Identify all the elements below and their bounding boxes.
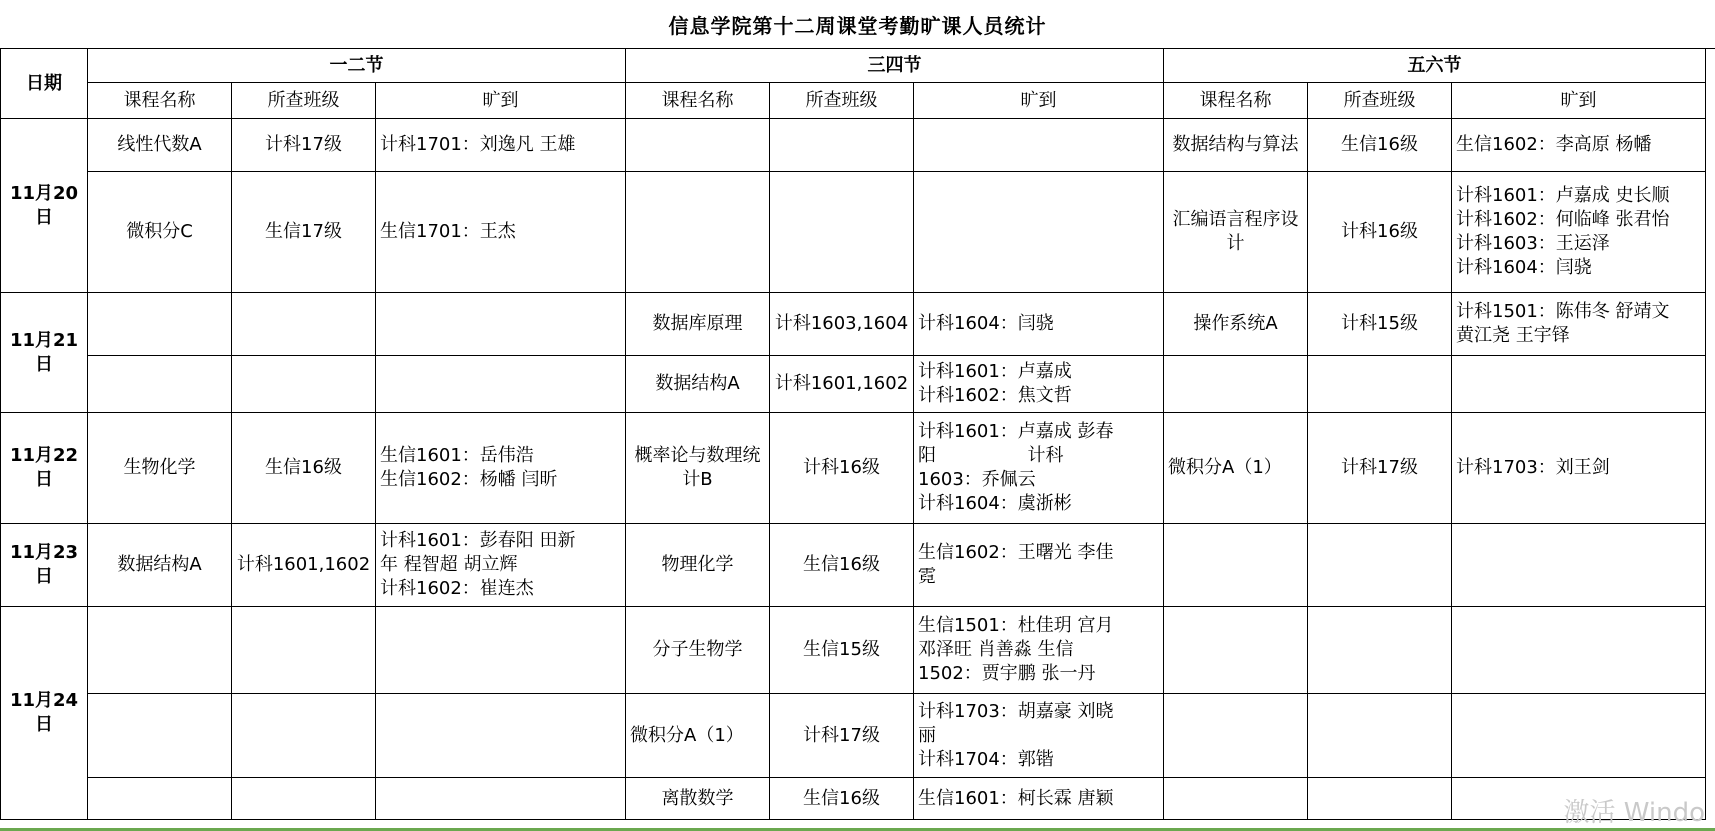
absent-cell — [914, 524, 1164, 607]
empty-cell — [1452, 694, 1706, 778]
class-cell: 生信16级 — [1308, 119, 1452, 172]
empty-cell — [770, 119, 914, 172]
empty-cell — [1452, 524, 1706, 607]
empty-cell — [1308, 694, 1452, 778]
course-cell: 生物化学 — [88, 413, 232, 524]
absent-cell — [376, 524, 626, 607]
absent-line: 生信1602：李高原 杨幡 — [1456, 134, 1652, 155]
absent-line: 生信1602：王曙光 李佳 — [918, 542, 1114, 563]
empty-cell — [88, 607, 232, 694]
absent-cell — [914, 607, 1164, 694]
course-cell: 概率论与数理统计B — [626, 413, 770, 524]
course-cell: 数据结构A — [626, 356, 770, 413]
table-row — [1, 607, 1706, 694]
empty-cell — [376, 694, 626, 778]
absent-line: 丽 — [918, 724, 936, 746]
course-cell: 数据结构与算法 — [1164, 119, 1308, 172]
course-cell: 物理化学 — [626, 524, 770, 607]
absent-line: 年 程智超 胡立辉 — [380, 554, 518, 575]
col-class-1: 所查班级 — [232, 83, 376, 119]
header-row-periods — [1, 49, 1706, 83]
empty-cell — [1308, 778, 1452, 820]
date-cell: 11月23日 — [1, 524, 88, 607]
absent-line: 计科1501：陈伟冬 舒靖文 — [1456, 301, 1670, 322]
absent-line: 计科1604：闫骁 — [1456, 257, 1592, 278]
class-cell: 计科17级 — [770, 694, 914, 778]
absent-cell — [914, 293, 1164, 356]
class-cell: 生信15级 — [770, 607, 914, 694]
absent-line: 1502：贾宇鹏 张一丹 — [918, 663, 1096, 684]
empty-cell — [232, 356, 376, 413]
class-cell: 计科1603,1604 — [770, 293, 914, 356]
table-row — [1, 119, 1706, 172]
col-course-3: 课程名称 — [1164, 83, 1308, 119]
period-header-1: 一二节 — [88, 49, 626, 83]
table-row — [1, 524, 1706, 607]
empty-cell — [232, 607, 376, 694]
absent-cell — [914, 413, 1164, 524]
absent-line: 计科1604：虞浙彬 — [918, 493, 1072, 514]
empty-cell — [376, 778, 626, 820]
class-cell: 计科1601,1602 — [770, 356, 914, 413]
col-class-3: 所查班级 — [1308, 83, 1452, 119]
absent-line: 黄江尧 王宇铎 — [1456, 325, 1570, 346]
empty-cell — [88, 694, 232, 778]
col-absent-1: 旷到 — [376, 83, 626, 119]
absent-cell — [914, 778, 1164, 820]
empty-cell — [914, 119, 1164, 172]
empty-cell — [626, 119, 770, 172]
date-cell: 11月20日 — [1, 119, 88, 293]
table-row — [1, 778, 1706, 820]
absent-cell — [1452, 172, 1706, 293]
empty-cell — [88, 293, 232, 356]
empty-cell — [232, 694, 376, 778]
period-header-2: 三四节 — [626, 49, 1164, 83]
empty-cell — [1164, 694, 1308, 778]
empty-cell — [88, 778, 232, 820]
empty-cell — [232, 293, 376, 356]
empty-cell — [914, 172, 1164, 293]
absent-line: 邓泽旺 肖善淼 生信 — [918, 639, 1074, 660]
class-cell: 计科15级 — [1308, 293, 1452, 356]
windows-activation-watermark: 激活 Windo — [1563, 798, 1705, 828]
class-cell: 计科1601,1602 — [232, 524, 376, 607]
absent-cell — [376, 119, 626, 172]
absent-line: 计科1701：刘逸凡 王雄 — [380, 134, 576, 155]
absent-line: 生信1601：柯长霖 唐颖 — [918, 787, 1114, 809]
absent-cell — [1452, 413, 1706, 524]
period-header-3: 五六节 — [1164, 49, 1706, 83]
absent-line: 生信1701：王杰 — [380, 221, 516, 242]
class-cell: 计科16级 — [770, 413, 914, 524]
table-row — [1, 356, 1706, 413]
absent-line: 计科1704：郭锴 — [918, 748, 1054, 770]
date-cell: 11月21日 — [1, 293, 88, 413]
empty-cell — [1164, 607, 1308, 694]
table-row — [1, 694, 1706, 778]
empty-cell — [1164, 356, 1308, 413]
date-header: 日期 — [1, 49, 88, 119]
absent-line: 计科1602：何临峰 张君怡 — [1456, 209, 1670, 230]
class-cell: 计科17级 — [232, 119, 376, 172]
class-cell: 生信17级 — [232, 172, 376, 293]
attendance-table — [0, 48, 1706, 820]
empty-cell — [1452, 356, 1706, 413]
course-cell: 线性代数A — [88, 119, 232, 172]
empty-cell — [770, 172, 914, 293]
header-row-columns — [1, 83, 1706, 119]
table-row — [1, 293, 1706, 356]
absent-line: 计科1602：焦文哲 — [918, 385, 1072, 406]
col-class-2: 所查班级 — [770, 83, 914, 119]
absent-line: 计科1603：王运泽 — [1456, 233, 1610, 254]
course-cell: 微积分A（1） — [1164, 413, 1308, 524]
absent-line: 计科1601：卢嘉成 彭春 — [918, 421, 1114, 442]
course-cell: 微积分A（1） — [626, 694, 770, 778]
class-cell: 计科16级 — [1308, 172, 1452, 293]
empty-cell — [376, 607, 626, 694]
empty-cell — [232, 778, 376, 820]
absent-line: 霓 — [918, 566, 936, 587]
date-cell: 11月24日 — [1, 607, 88, 820]
absent-line: 计科1602：崔连杰 — [380, 578, 534, 599]
absent-line: 生信1501：杜佳玥 宫月 — [918, 615, 1114, 636]
col-absent-2: 旷到 — [914, 83, 1164, 119]
empty-cell — [88, 356, 232, 413]
absent-line: 生信1601：岳伟浩 — [380, 445, 534, 466]
empty-cell — [1452, 607, 1706, 694]
sheet-title: 信息学院第十二周课堂考勤旷课人员统计 — [668, 13, 1047, 38]
course-cell: 微积分C — [88, 172, 232, 293]
class-cell: 计科17级 — [1308, 413, 1452, 524]
absent-cell — [376, 172, 626, 293]
absent-cell — [1452, 293, 1706, 356]
absent-line: 计科1703：刘王剑 — [1456, 457, 1610, 478]
absent-cell — [914, 694, 1164, 778]
absent-line: 计科1601：彭春阳 田新 — [380, 530, 576, 551]
empty-cell — [1308, 524, 1452, 607]
absent-line: 1603：乔佩云 — [918, 469, 1036, 490]
empty-cell — [376, 356, 626, 413]
empty-cell — [376, 293, 626, 356]
absent-line: 计科1601：卢嘉成 — [918, 361, 1072, 382]
sheet-title-bar — [0, 0, 1715, 49]
absent-cell — [1452, 119, 1706, 172]
course-cell: 离散数学 — [626, 778, 770, 820]
absent-cell — [914, 356, 1164, 413]
col-course-1: 课程名称 — [88, 83, 232, 119]
course-cell: 分子生物学 — [626, 607, 770, 694]
empty-cell — [1308, 356, 1452, 413]
date-cell: 11月22日 — [1, 413, 88, 524]
empty-cell — [1164, 524, 1308, 607]
absent-line: 计科1703：胡嘉豪 刘晓 — [918, 700, 1114, 722]
course-cell: 数据结构A — [88, 524, 232, 607]
empty-cell — [626, 172, 770, 293]
col-course-2: 课程名称 — [626, 83, 770, 119]
table-row — [1, 413, 1706, 524]
course-cell: 数据库原理 — [626, 293, 770, 356]
absent-line: 计科1604：闫骁 — [918, 313, 1054, 334]
empty-cell — [1164, 778, 1308, 820]
class-cell: 生信16级 — [232, 413, 376, 524]
absent-line: 生信1602：杨幡 闫昕 — [380, 469, 558, 490]
course-cell: 汇编语言程序设计 — [1164, 172, 1308, 293]
table-row — [1, 172, 1706, 293]
absent-cell — [376, 413, 626, 524]
col-absent-3: 旷到 — [1452, 83, 1706, 119]
class-cell: 生信16级 — [770, 778, 914, 820]
empty-cell — [1308, 607, 1452, 694]
absent-line: 阳 计科 — [918, 445, 1064, 466]
course-cell: 操作系统A — [1164, 293, 1308, 356]
class-cell: 生信16级 — [770, 524, 914, 607]
absent-line: 计科1601：卢嘉成 史长顺 — [1456, 185, 1670, 206]
